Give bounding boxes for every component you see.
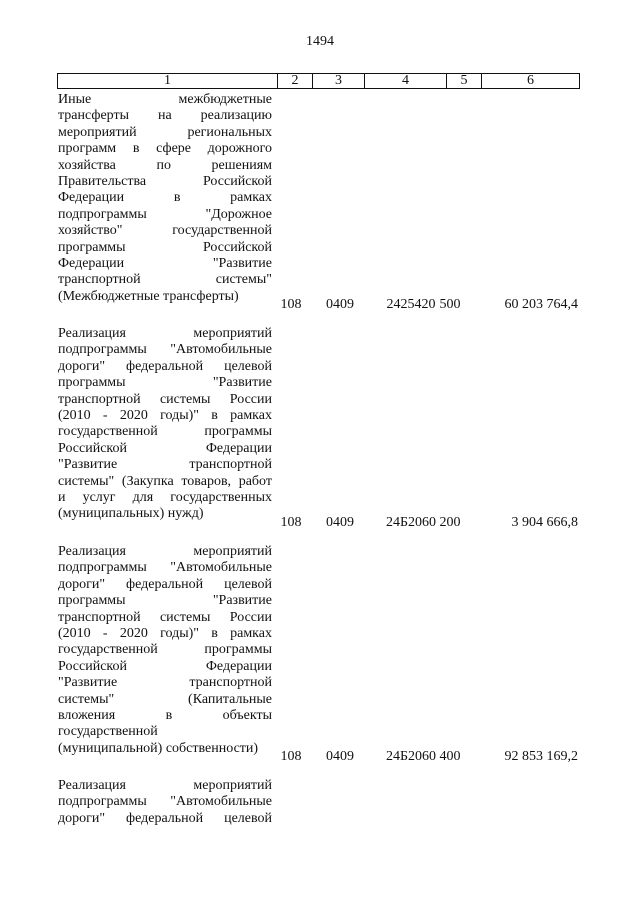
cell-section-code: 0409	[326, 749, 354, 764]
description-line: транспортной системы России	[58, 391, 272, 407]
description-line: хозяйства по решениям	[58, 157, 272, 173]
cell-ministry-code: 108	[280, 297, 302, 312]
description-line: транспортной системы"	[58, 272, 272, 288]
row-description	[58, 326, 272, 523]
description-line: программы Российской	[58, 239, 272, 255]
description-line: (2010 - 2020 годы)" в рамках	[58, 408, 272, 424]
description-line: дороги" федеральной целевой	[58, 358, 272, 374]
column-header-6: 6	[482, 74, 580, 89]
description-line: государственной	[58, 724, 158, 740]
description-line: Российской Федерации	[58, 658, 272, 674]
description-line: "Развитие транспортной	[58, 675, 272, 691]
description-line: Реализация мероприятий	[58, 326, 272, 341]
description-line: (муниципальных) нужд)	[58, 506, 204, 522]
cell-target-article: 24Б2060	[385, 749, 437, 764]
description-line: дороги" федеральной целевой	[58, 810, 272, 826]
description-line: подпрограммы "Автомобильные	[58, 342, 272, 358]
description-line: подпрограммы "Автомобильные	[58, 560, 272, 576]
description-line: Иные межбюджетные	[58, 92, 272, 107]
description-line: дороги" федеральной целевой	[58, 576, 272, 592]
row-description	[58, 778, 272, 827]
description-line: транспортной системы России	[58, 609, 272, 625]
description-line: программы "Развитие	[58, 593, 272, 609]
description-line: Реализация мероприятий	[58, 544, 272, 559]
column-header-5: 5	[447, 74, 482, 89]
description-line: системы" (Капитальные	[58, 691, 272, 707]
cell-ministry-code: 108	[280, 749, 302, 764]
description-line: Федерации в рамках	[58, 190, 272, 206]
cell-expense-type: 200	[439, 515, 461, 530]
page-number: 1494	[306, 34, 334, 49]
description-line: государственной программы	[58, 424, 272, 440]
description-line: Правительства Российской	[58, 174, 272, 190]
cell-amount: 60 203 764,4	[504, 297, 578, 312]
description-line: Российской Федерации	[58, 440, 272, 456]
description-line: подпрограммы "Дорожное	[58, 206, 272, 222]
cell-expense-type: 400	[439, 749, 461, 764]
cell-target-article: 2425420	[386, 297, 436, 312]
column-header-1: 1	[58, 74, 278, 89]
description-line: (2010 - 2020 годы)" в рамках	[58, 626, 272, 642]
cell-expense-type: 500	[439, 297, 461, 312]
table-row	[58, 544, 588, 774]
table-row	[58, 92, 588, 322]
cell-section-code: 0409	[326, 515, 354, 530]
row-description	[58, 544, 272, 757]
cell-target-article: 24Б2060	[385, 515, 437, 530]
description-line: трансферты на реализацию	[58, 108, 272, 124]
table-row	[58, 778, 588, 838]
cell-section-code: 0409	[326, 297, 354, 312]
description-line: мероприятий региональных	[58, 124, 272, 140]
description-line: вложения в объекты	[58, 708, 272, 724]
description-line: "Развитие транспортной	[58, 457, 272, 473]
description-line: хозяйство" государственной	[58, 223, 272, 239]
description-line: (Межбюджетные трансферты)	[58, 288, 239, 304]
column-header-2: 2	[278, 74, 313, 89]
description-line: государственной программы	[58, 642, 272, 658]
cell-amount: 3 904 666,8	[511, 515, 578, 530]
cell-amount: 92 853 169,2	[504, 749, 578, 764]
description-line: подпрограммы "Автомобильные	[58, 794, 272, 810]
description-line: и услуг для государственных	[58, 490, 272, 506]
description-line: системы" (Закупка товаров, работ	[58, 473, 272, 489]
table-row	[58, 326, 588, 536]
column-header-3: 3	[313, 74, 365, 89]
description-line: Реализация мероприятий	[58, 778, 272, 793]
row-description	[58, 92, 272, 305]
column-header-4: 4	[365, 74, 447, 89]
description-line: Федерации "Развитие	[58, 256, 272, 272]
description-line: (муниципальной) собственности)	[58, 740, 259, 756]
cell-ministry-code: 108	[280, 515, 302, 530]
column-header-table	[57, 73, 580, 89]
description-line: программы "Развитие	[58, 375, 272, 391]
description-line: программ в сфере дорожного	[58, 141, 272, 157]
